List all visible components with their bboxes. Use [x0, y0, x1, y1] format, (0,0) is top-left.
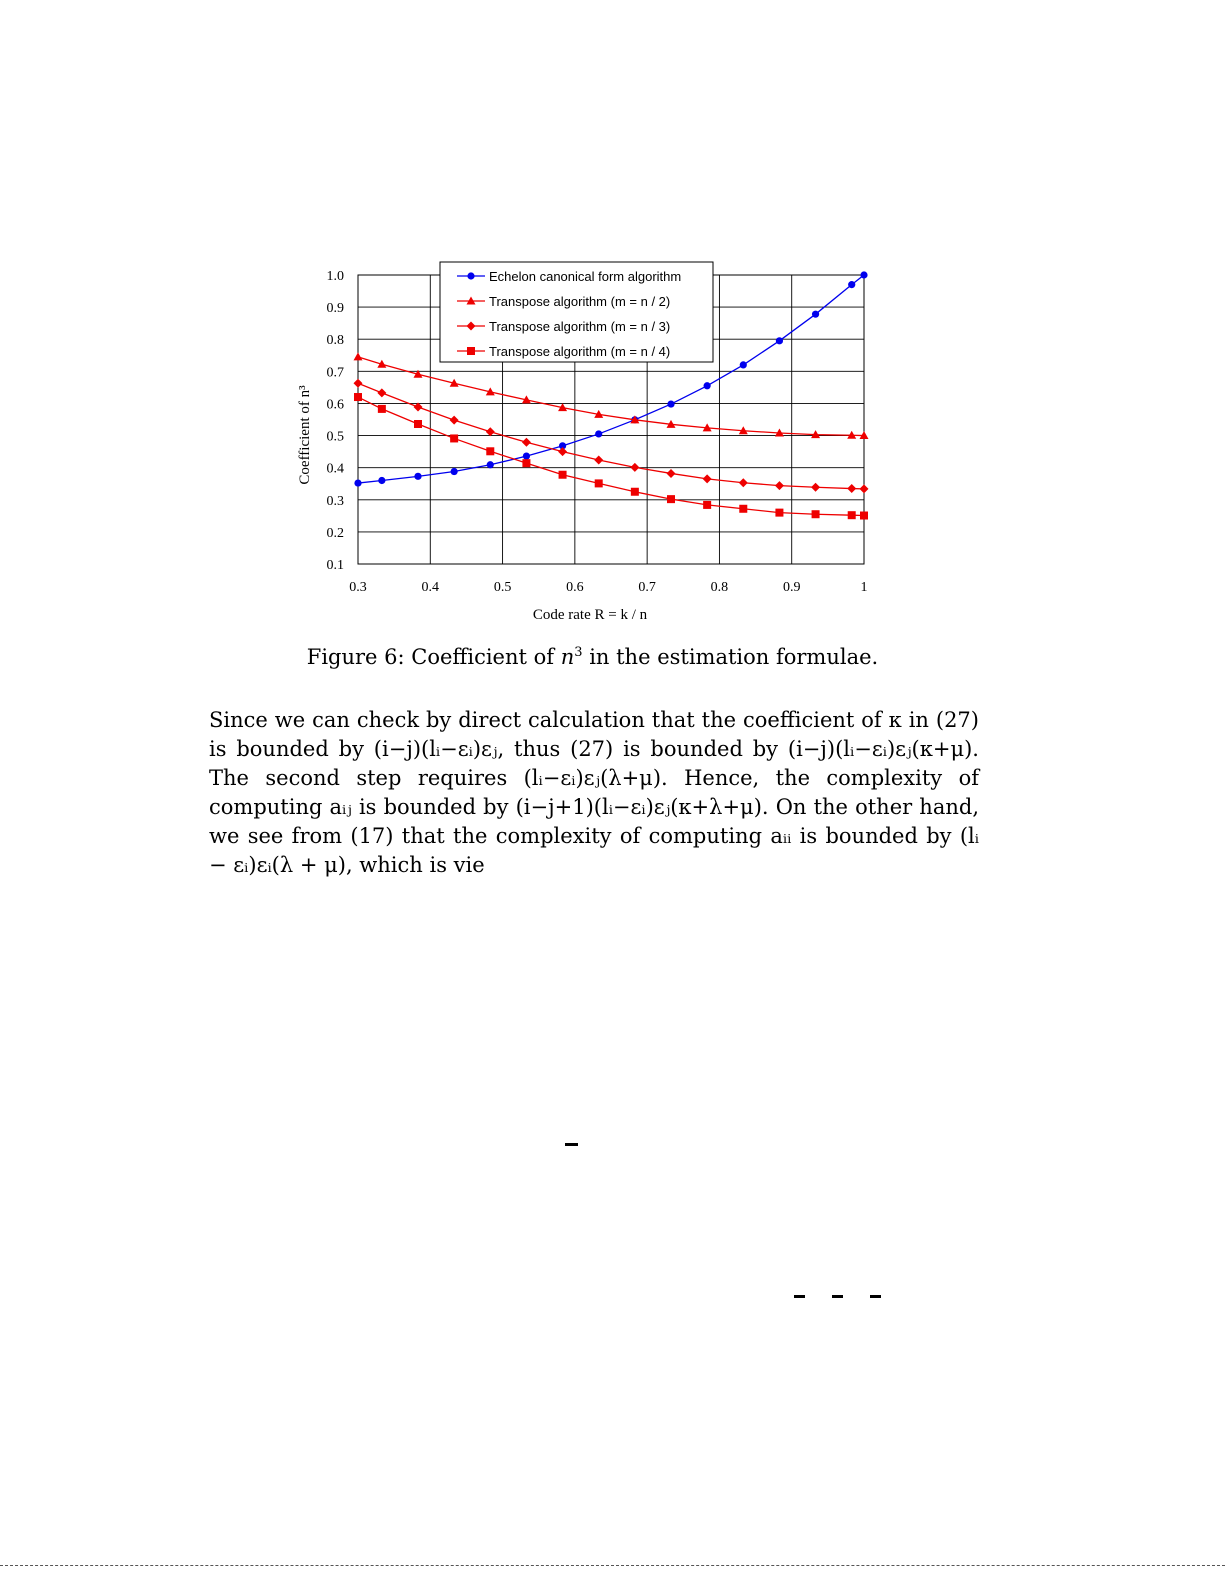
body-paragraph-block — [209, 706, 979, 880]
series-diamond — [354, 379, 869, 494]
data-point — [860, 484, 869, 493]
data-point — [666, 469, 675, 478]
y-tick-label: 0.8 — [326, 333, 344, 349]
data-point — [354, 393, 362, 401]
data-point — [522, 459, 530, 467]
caption-exponent: 3 — [574, 645, 583, 660]
data-point — [354, 479, 361, 486]
data-point — [739, 505, 747, 513]
caption-label: Figure 6: — [306, 645, 405, 669]
x-tick-label: 0.8 — [710, 580, 729, 595]
y-tick-label: 0.5 — [326, 429, 344, 445]
data-point — [776, 337, 783, 344]
x-tick-label: 0.9 — [782, 580, 801, 595]
data-point — [414, 420, 422, 428]
data-point — [775, 481, 784, 490]
x-tick-label: 0.4 — [421, 580, 440, 595]
data-point — [450, 416, 459, 425]
stray-mark — [565, 1143, 578, 1146]
legend-marker — [467, 272, 474, 279]
stray-mark — [832, 1295, 843, 1298]
data-point — [848, 511, 856, 519]
x-tick-label: 1 — [860, 580, 868, 595]
data-point — [631, 488, 639, 496]
series-line — [358, 383, 864, 489]
body-paragraph: Since we can check by direct calculation that the coefficient of κ in (27) is bounded by (i−j)(lᵢ−εᵢ)εⱼ, thus (27) is bounded by (i−j)(lᵢ−εᵢ)εⱼ(κ+μ). The second step requires (lᵢ−εᵢ)εⱼ(λ+μ). Hence, the complexity of computing aᵢⱼ is bounded by (i−j+1)(lᵢ−εᵢ)εⱼ(κ+λ+μ). On the other hand, we see from (17) that the complexity of computing aᵢᵢ is bounded by (lᵢ − εᵢ)εᵢ(λ + μ), which is vie — [209, 708, 979, 877]
data-point — [594, 455, 603, 464]
legend-label: Transpose algorithm (m = n / 3) — [489, 319, 671, 334]
caption-text-before: Coefficient of — [411, 645, 561, 669]
figure-caption — [0, 645, 1185, 669]
data-point — [667, 400, 674, 407]
data-point — [378, 405, 386, 413]
data-point — [739, 478, 748, 487]
y-tick-label: 0.7 — [326, 365, 344, 381]
figure-6 — [290, 255, 890, 635]
data-point — [812, 510, 820, 518]
data-point — [740, 361, 747, 368]
data-point — [486, 427, 495, 436]
y-tick-label: 0.4 — [326, 461, 344, 477]
data-point — [378, 477, 385, 484]
y-tick-label: 0.3 — [326, 493, 344, 509]
data-point — [523, 453, 530, 460]
x-tick-label: 0.3 — [349, 580, 367, 595]
y-tick-label: 0.2 — [326, 525, 344, 541]
data-point — [703, 501, 711, 509]
data-point — [558, 447, 567, 456]
legend-label: Echelon canonical form algorithm — [489, 269, 682, 284]
data-point — [630, 463, 639, 472]
data-point — [487, 461, 494, 468]
series-line — [358, 357, 864, 436]
y-axis-label: Coefficient of n³ — [297, 385, 313, 485]
data-point — [860, 271, 867, 278]
data-point — [414, 473, 421, 480]
series-line — [358, 397, 864, 515]
legend-label: Transpose algorithm (m = n / 2) — [489, 294, 671, 309]
data-point — [450, 434, 458, 442]
stray-mark — [870, 1295, 881, 1298]
legend-label: Transpose algorithm (m = n / 4) — [489, 344, 671, 359]
x-axis-label: Code rate R = k / n — [532, 607, 648, 623]
y-tick-label: 0.1 — [326, 558, 344, 573]
data-point — [354, 352, 363, 360]
data-point — [522, 438, 531, 447]
data-point — [848, 281, 855, 288]
data-point — [559, 471, 567, 479]
data-point — [486, 447, 494, 455]
page-bottom-rule — [0, 1565, 1225, 1566]
y-tick-label: 0.6 — [326, 397, 344, 413]
data-point — [775, 509, 783, 517]
legend-marker — [467, 347, 475, 355]
data-point — [595, 479, 603, 487]
data-point — [812, 311, 819, 318]
data-point — [860, 512, 868, 520]
data-point — [595, 430, 602, 437]
data-point — [847, 484, 856, 493]
series-triangle — [354, 352, 869, 439]
coefficient-chart — [290, 255, 890, 635]
y-tick-label: 0.9 — [326, 301, 344, 317]
y-tick-label: 1.0 — [326, 269, 344, 284]
x-tick-label: 0.5 — [493, 580, 512, 595]
data-point — [451, 468, 458, 475]
data-point — [667, 495, 675, 503]
data-point — [703, 474, 712, 483]
x-tick-label: 0.7 — [638, 580, 656, 595]
data-point — [354, 379, 363, 388]
data-point — [811, 483, 820, 492]
data-point — [704, 382, 711, 389]
chart-legend — [440, 262, 713, 362]
caption-variable: n — [560, 645, 575, 669]
data-point — [377, 388, 386, 397]
stray-mark — [794, 1295, 805, 1298]
caption-text-after: in the estimation formulae. — [582, 645, 879, 669]
x-tick-label: 0.6 — [566, 580, 584, 595]
